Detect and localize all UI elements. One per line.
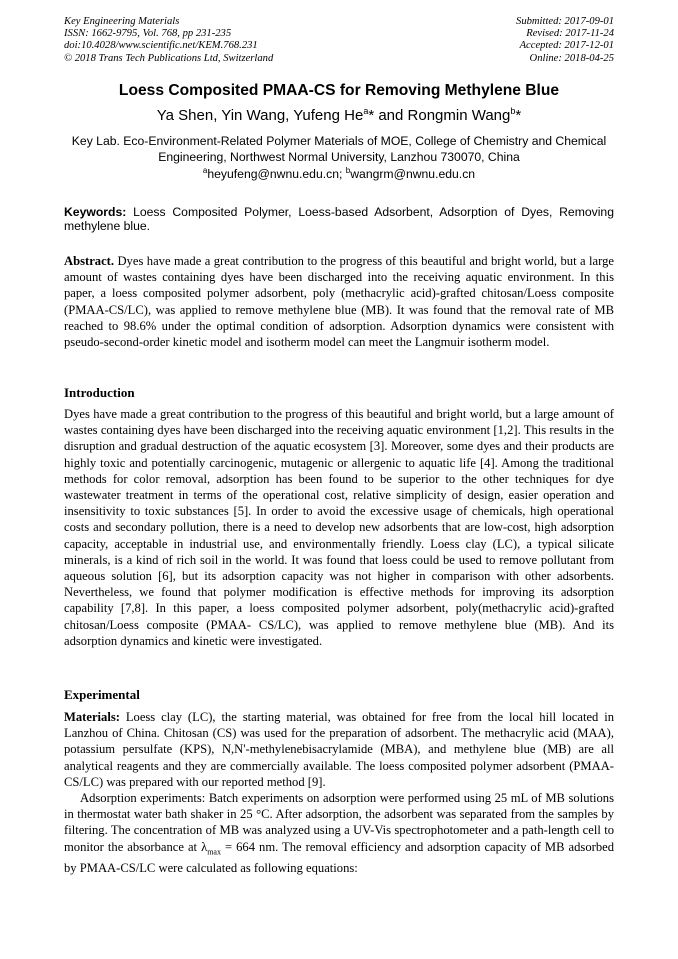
email-sup-b: b [345,166,351,175]
keywords-text: Loess Composited Polymer, Loess-based Adsorbent, Adsorption of Dyes, Removing methylene blue. [64,205,614,233]
paper-title: Loess Composited PMAA-CS for Removing Methylene Blue [118,82,560,99]
issn-info: ISSN: 1662-9795, Vol. 768, pp 231-235 [64,28,232,40]
authors-text: Ya Shen, Yin Wang, Yufeng He [156,107,364,124]
email-line [64,166,614,181]
keywords-label: Keywords: [64,205,127,219]
authors-text-2: * and Rongmin Wang [368,107,511,124]
doi-info: doi:10.4028/www.scientific.net/KEM.768.231 [64,40,258,52]
revised-date: Revised: 2017-11-24 [526,28,614,40]
authors-text-3: * [515,107,522,124]
adsorption-paragraph [64,790,614,877]
accepted-date: Accepted: 2017-12-01 [519,40,614,52]
email-sup-a: a [202,166,208,175]
keywords [64,205,614,233]
experimental-heading: Experimental [64,687,140,702]
journal-name: Key Engineering Materials [64,16,180,27]
author-sup-b: b [510,106,516,116]
author-list [40,106,638,124]
email-b: wangrm@nwnu.edu.cn [350,167,476,182]
materials-paragraph [64,709,614,790]
email-a: heyufeng@nwnu.edu.cn; [207,167,346,182]
adsorption-text-1: Adsorption experiments: Batch experiments on adsorption were performed using 25 mL of MB solutions in thermostat water bath shaker in 25 °C. After adsorption, the adsorbent was separated from the samples by filtering. The concentration of MB was analyzed using a UV-Vis spectrophotometer and a path-length cell to monitor the absorbance at λ [64,791,614,854]
materials-label: Materials: [64,710,120,724]
dates-info [516,16,614,65]
copyright-info: © 2018 Trans Tech Publications Ltd, Switzerland [64,52,274,64]
submitted-date: Submitted: 2017-09-01 [516,16,614,27]
affiliation: Key Lab. Eco-Environment-Related Polymer Materials of MOE, College of Chemistry and Chemical Engineering, Northwest Normal University, Lanzhou 730070, China [71,134,607,164]
journal-info [64,16,273,65]
adsorption-text-2: = 664 nm. The removal efficiency and adsorption capacity of MB adsorbed by PMAA-CS/LC were calculated as following equations: [64,839,615,876]
introduction-heading: Introduction [64,385,135,400]
abstract-label: Abstract. [64,254,115,268]
online-date: Online: 2018-04-25 [529,52,614,64]
introduction-text: Dyes have made a great contribution to the progress of this beautiful and bright world, but a large amount of wastes containing dyes have been discharged into the receiving aquatic environment [1,2]. This results in the disruption and gradual destruction of the aquatic ecosystem [3]. Moreover, some dyes and their products are highly toxic and potentially carcinogenic, mutagenic or allergenic to aquatic life [4]. Among the traditional methods for color removal, adsorption has been found to be superior to the other techniques for dye wastewater treatment in terms of the operational cost, relative simplicity of design, easier operation and insensitivity to toxic substances [5]. In order to avoid the excessive usage of chemicals, high operational costs and secondary pollution, there is a need to develop new adsorbents that are low-cost, high adsorption capacity, acceptable in industrial use, and environmentally friendly. Loess clay (LC), a typical silicate minerals, is a kind of rich soil in the world. It was found that loess could be used to remove pollutant from aqueous solution [6], but its adsorption capacity was not higher in comparison with other adsorbents. Nevertheless, we found that polymer modification is effective methods for improving its adsorption capability [7,8]. In this paper, a loess composited polymer adsorbent, poly(methacrylic acid)-grafted chitosan/Loess composite (PMAA- CS/LC), was applied to remove methylene blue (MB). And its adsorption dynamics and kinetic were investigated. [64,407,614,648]
abstract [64,253,614,350]
materials-text: Loess clay (LC), the starting material, was obtained for free from the local hill located in Lanzhou of China. Chitosan (CS) was used for the preparation of adsorbent. The methacrylic acid (MAA), potassium persulfate (KPS), N,N'-methylenebisacrylamide (MBA), and methylene blue (MB) are all analytical reagents and they are commercially available. The loess composited polymer adsorbent (PMAA-CS/LC) was prepared with our reported method [9]. [64,710,614,789]
introduction-body [64,406,614,649]
abstract-text: Dyes have made a great contribution to the progress of this beautiful and bright world, but a large amount of wastes containing dyes have been discharged into the receiving aquatic environment. In this paper, a loess composited polymer adsorbent, poly (methacrylic acid)-grafted chitosan/Loess composite (PMAA-CS/LC), was applied to remove methylene blue (MB). It was found that the removal rate of MB reached to 98.6% under the optimal condition of adsorption. Adsorption dynamics were consistent with pseudo-second-order kinetic model and isotherm model can meet the Langmuir isotherm model. [64,254,614,350]
experimental-body [64,709,614,877]
author-sup-a: a [363,106,369,116]
lambda-subscript: max [207,847,221,857]
